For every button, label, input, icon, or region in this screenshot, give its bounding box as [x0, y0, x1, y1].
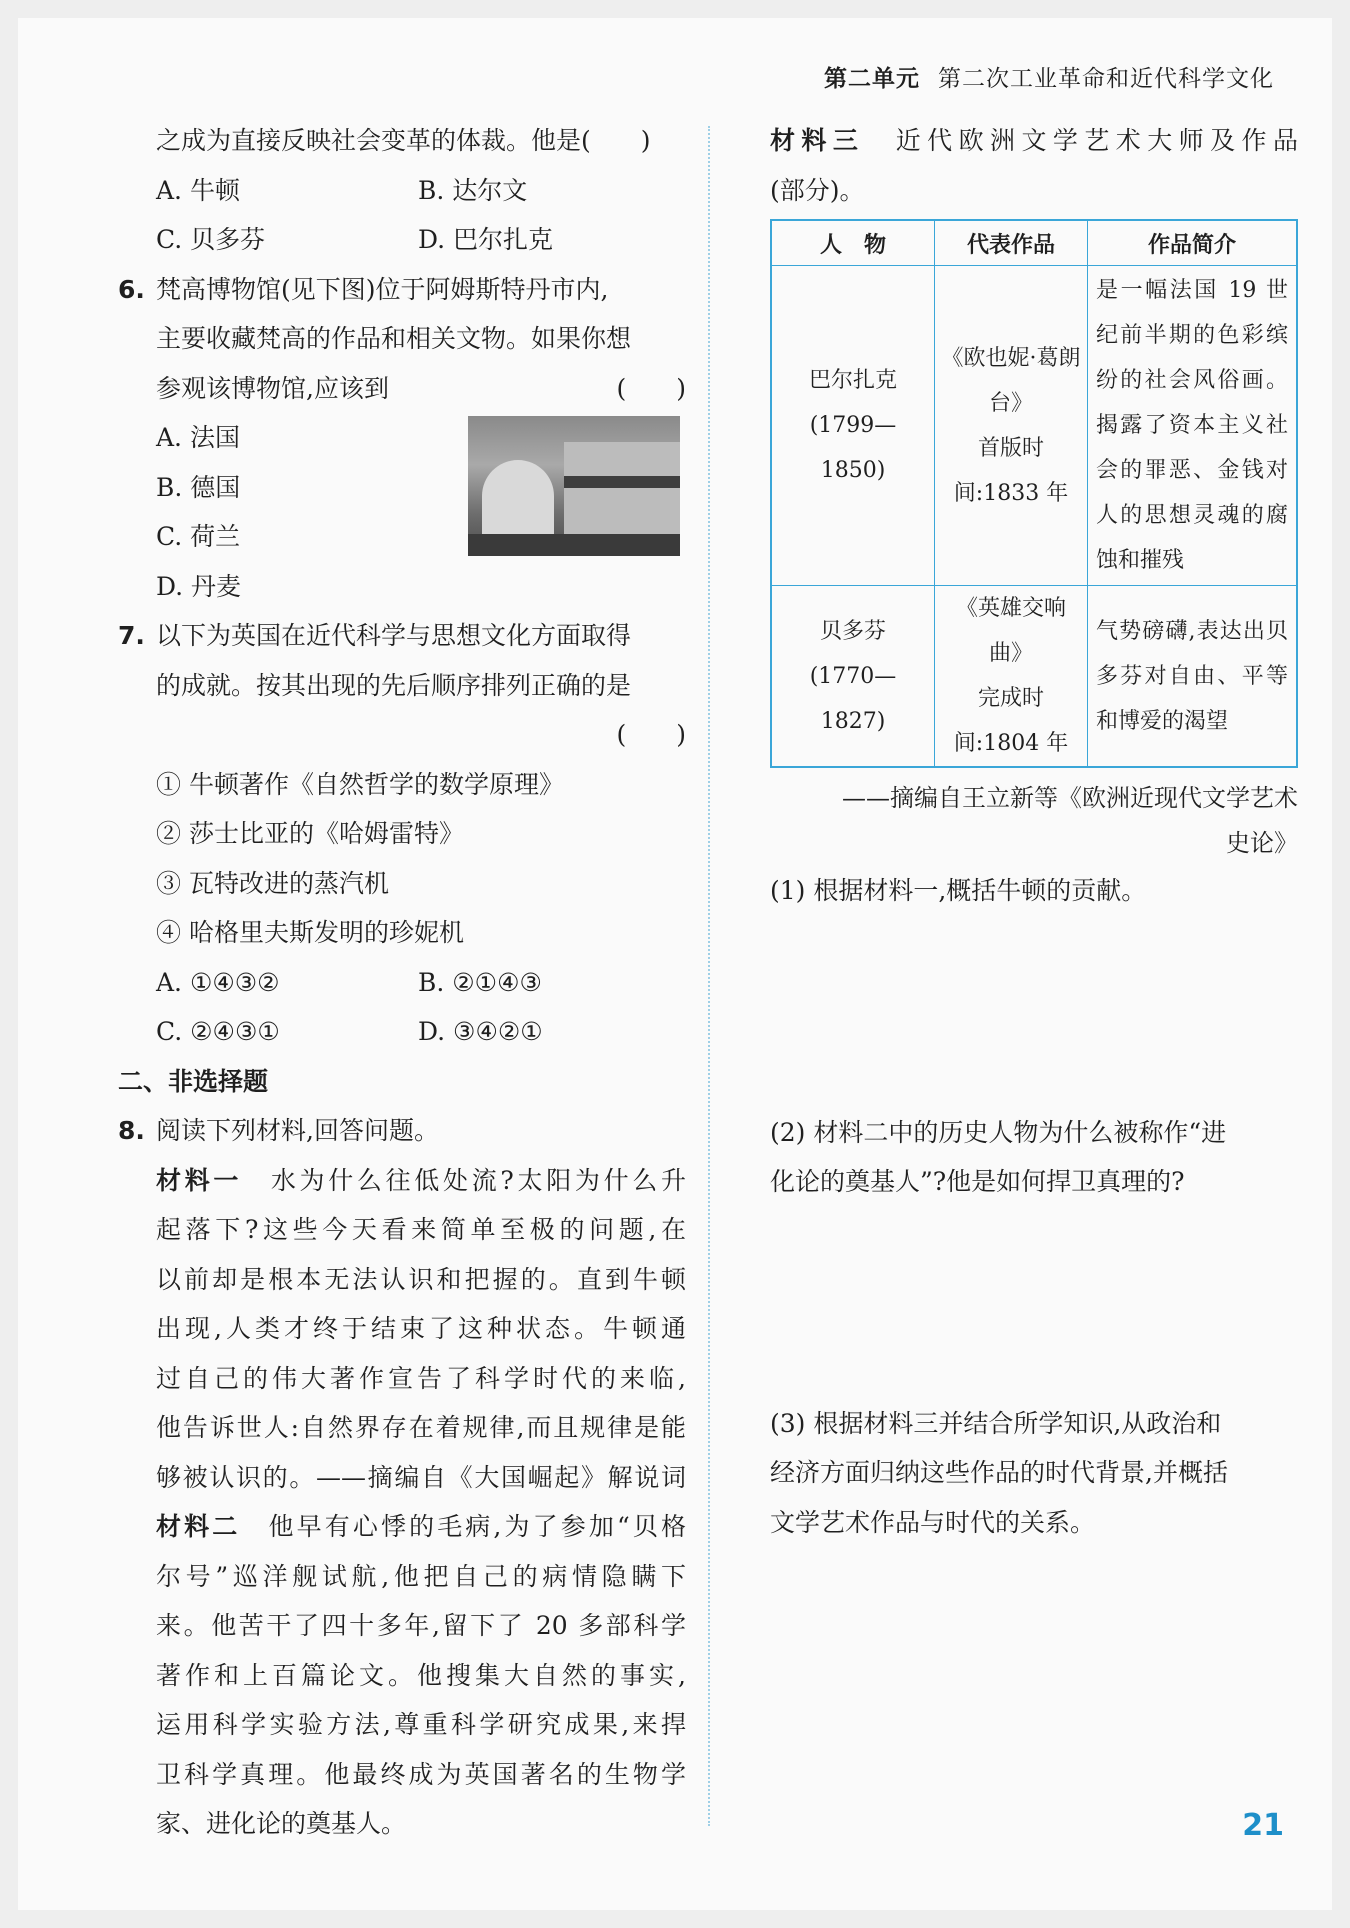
q7-option-c[interactable]: C. ②④③①	[156, 1017, 280, 1046]
material-1-line: 材料一 水为什么往低处流?太阳为什么升	[156, 1165, 686, 1195]
q7-number: 7.	[118, 621, 145, 650]
q5-option-c[interactable]: C. 贝多芬	[156, 225, 266, 254]
q7-item: ④ 哈格里夫斯发明的珍妮机	[156, 918, 464, 947]
intro-cell: 气势磅礴,表达出贝多芬对自由、平等和博爱的渴望	[1088, 586, 1298, 768]
material-3-line: 材料三 近代欧洲文学艺术大师及作品	[770, 126, 1298, 155]
material-1-line: 够被认识的。——摘编自《大国崛起》解说词	[156, 1462, 686, 1492]
q7-item: ① 牛顿著作《自然哲学的数学原理》	[156, 769, 564, 799]
table-header: 代表作品	[935, 220, 1088, 266]
museum-photo	[468, 416, 680, 556]
material-2-line: 家、进化论的奠基人。	[156, 1809, 407, 1838]
running-header	[824, 60, 1274, 93]
work-cell: 《英雄交响曲》 完成时间:1804 年	[935, 586, 1088, 768]
page	[18, 18, 1332, 1910]
q6-stem-line: 6. 梵高博物馆(见下图)位于阿姆斯特丹市内,	[118, 265, 686, 315]
q6-stem-line: 参观该博物馆,应该到 ( )	[118, 364, 686, 414]
intro-cell: 是一幅法国 19 世纪前半期的色彩缤纷的社会风俗画。揭露了资本主义社会的罪恶、金钱对人的思想灵魂的腐蚀和摧残	[1088, 266, 1298, 586]
source-citation: ——摘编自王立新等《欧洲近现代文学艺术 史论》	[842, 784, 1298, 857]
q7-bracket-line	[118, 710, 686, 760]
q7-option-b[interactable]: B. ②①④③	[418, 967, 542, 997]
subquestion-2-line: (2) 材料二中的历史人物为什么被称作“进	[770, 1117, 1227, 1147]
subquestion-3-line: 经济方面归纳这些作品的时代背景,并概括	[770, 1458, 1228, 1487]
q7-stem-line: 的成就。按其出现的先后顺序排列正确的是	[156, 670, 632, 700]
material-2-line: 材料二 他早有心悸的毛病,为了参加“贝格	[156, 1512, 686, 1541]
material-3-label: 材料三	[770, 126, 865, 155]
subquestion-3-line: 文学艺术作品与时代的关系。	[770, 1507, 1096, 1537]
q7-answer-bracket[interactable]: ( )	[616, 720, 686, 749]
column-divider	[708, 126, 710, 1826]
left-column	[118, 116, 686, 1849]
material-3-line: (部分)。	[770, 175, 865, 205]
material-2-line: 著作和上百篇论文。他搜集大自然的事实,	[156, 1660, 686, 1690]
material-1-line: 起落下?这些今天看来简单至极的问题,在	[156, 1215, 686, 1244]
q7-item: ② 莎士比亚的《哈姆雷特》	[156, 819, 464, 848]
material-1-line: 以前却是根本无法认识和把握的。直到牛顿	[156, 1264, 686, 1294]
answer-space[interactable]	[770, 916, 1298, 1108]
table-row	[771, 266, 1297, 586]
unit-label: 第二单元	[824, 66, 920, 92]
table-row	[771, 586, 1297, 768]
q5-stem-line: 之成为直接反映社会变革的体裁。他是( )	[156, 126, 651, 155]
material-2-line: 尔号”巡洋舰试航,他把自己的病情隐瞒下	[156, 1561, 686, 1591]
right-column	[770, 116, 1298, 1547]
q5-options-row-2	[118, 215, 686, 265]
q7-options-row-2	[118, 1007, 686, 1057]
q8-number: 8.	[118, 1116, 145, 1145]
q6-option-b[interactable]: B. 德国	[156, 472, 241, 502]
q5-options-row-1	[118, 166, 686, 216]
q6-number: 6.	[118, 274, 145, 304]
material-2-line: 来。他苦干了四十多年,留下了 20 多部科学	[156, 1611, 686, 1640]
q7-option-d[interactable]: D. ③④②①	[418, 1017, 543, 1046]
material-1-label: 材料一	[156, 1165, 243, 1195]
page-number: 21	[1242, 1808, 1284, 1843]
person-cell: 贝多芬 (1770—1827)	[771, 586, 935, 768]
q7-stem-line: 7. 以下为英国在近代科学与思想文化方面取得	[118, 611, 686, 661]
material-1-line: 出现,人类才终于结束了这种状态。牛顿通	[156, 1314, 686, 1343]
q6-answer-bracket[interactable]: ( )	[616, 373, 686, 403]
subquestion-3-line: (3) 根据材料三并结合所学知识,从政治和	[770, 1408, 1222, 1438]
person-cell: 巴尔扎克 (1799—1850)	[771, 266, 935, 586]
unit-title: 第二次工业革命和近代科学文化	[938, 66, 1274, 92]
q5-option-d[interactable]: D. 巴尔扎克	[418, 225, 554, 254]
q8-intro-line: 8. 阅读下列材料,回答问题。	[118, 1106, 686, 1156]
material-2-line: 卫科学真理。他最终成为英国著名的生物学	[156, 1759, 686, 1789]
q6-option-a[interactable]: A. 法国	[156, 423, 240, 452]
q7-item: ③ 瓦特改进的蒸汽机	[156, 868, 389, 898]
q5-option-a[interactable]: A. 牛顿	[156, 175, 240, 205]
material-2-label: 材料二	[156, 1512, 241, 1541]
material-2-line: 运用科学实验方法,尊重科学研究成果,来捍	[156, 1710, 686, 1739]
table-header-row	[771, 220, 1297, 266]
work-cell: 《欧也妮·葛朗台》 首版时间:1833 年	[935, 266, 1088, 586]
q7-options-row-1	[118, 958, 686, 1008]
table-header: 作品简介	[1088, 220, 1298, 266]
material-1-line: 他告诉世人:自然界存在着规律,而且规律是能	[156, 1413, 686, 1442]
works-table	[770, 219, 1298, 768]
answer-space[interactable]	[770, 1207, 1298, 1399]
subquestion-2-line: 化论的奠基人”?他是如何捍卫真理的?	[770, 1167, 1185, 1196]
material-1-line: 过自己的伟大著作宣告了科学时代的来临,	[156, 1363, 686, 1393]
q6-stem-line: 主要收藏梵高的作品和相关文物。如果你想	[156, 324, 632, 353]
q5-option-b[interactable]: B. 达尔文	[418, 175, 528, 205]
q6-option-c[interactable]: C. 荷兰	[156, 522, 241, 551]
table-header: 人 物	[771, 220, 935, 266]
q6-option-d[interactable]: D. 丹麦	[156, 571, 242, 601]
q7-option-a[interactable]: A. ①④③②	[156, 967, 280, 997]
subquestion-1: (1) 根据材料一,概括牛顿的贡献。	[770, 876, 1147, 905]
section-title: 二、非选择题	[118, 1066, 269, 1096]
